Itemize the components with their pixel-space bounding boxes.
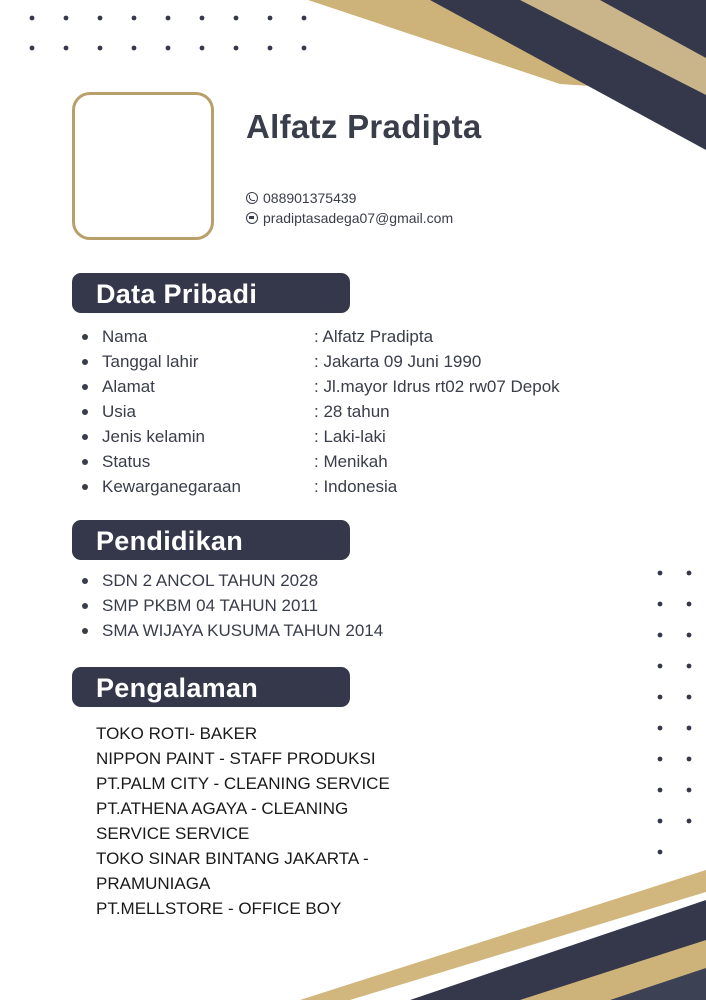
field-value: : Menikah [314, 452, 388, 471]
field-label: Jenis kelamin [102, 427, 205, 446]
field-label: Tanggal lahir [102, 352, 199, 371]
email-address: pradiptasadega07@gmail.com [263, 210, 454, 226]
field-label: Usia [102, 402, 137, 421]
experience-list [96, 721, 390, 921]
profile-photo-frame [72, 92, 214, 240]
dot-grid-top [30, 16, 307, 51]
list-item [82, 374, 560, 399]
field-value: : Jakarta 09 Juni 1990 [314, 352, 482, 371]
field-label: Nama [102, 327, 148, 346]
field-value: : Laki-laki [314, 427, 386, 446]
list-item: NIPPON PAINT - STAFF PRODUKSI [96, 749, 376, 768]
list-item [82, 424, 560, 449]
contact-phone [246, 190, 356, 206]
list-item [82, 399, 560, 424]
list-item: TOKO SINAR BINTANG JAKARTA - [96, 849, 369, 868]
list-item [82, 449, 560, 474]
phone-icon [246, 192, 258, 204]
section-header-education: Pendidikan [72, 520, 350, 560]
list-item: SMP PKBM 04 TAHUN 2011 [82, 593, 383, 618]
list-item: TOKO ROTI- BAKER [96, 724, 258, 743]
profile-name: Alfatz Pradipta [246, 108, 482, 145]
dot-grid-right [658, 571, 692, 855]
field-label: Kewarganegaraan [102, 477, 241, 496]
field-label: Status [102, 452, 151, 471]
list-item: SDN 2 ANCOL TAHUN 2028 [82, 568, 383, 593]
list-item [82, 324, 560, 349]
section-header-experience: Pengalaman [72, 667, 350, 707]
email-icon [246, 212, 258, 224]
list-item: SMA WIJAYA KUSUMA TAHUN 2014 [82, 618, 383, 643]
list-item [82, 349, 560, 374]
field-value: : Jl.mayor Idrus rt02 rw07 Depok [314, 377, 560, 396]
personal-data-list [82, 324, 560, 499]
section-header-personal: Data Pribadi [72, 273, 350, 313]
list-item: PT.PALM CITY - CLEANING SERVICE [96, 774, 390, 793]
contact-email [246, 210, 453, 226]
field-value: : Alfatz Pradipta [314, 327, 434, 346]
list-item: SERVICE SERVICE [96, 824, 250, 843]
list-item [82, 474, 560, 499]
field-label: Alamat [102, 377, 155, 396]
field-value: : Indonesia [314, 477, 398, 496]
education-list [82, 568, 383, 643]
list-item: PT.ATHENA AGAYA - CLEANING [96, 799, 349, 818]
field-value: : 28 tahun [314, 402, 390, 421]
list-item: PRAMUNIAGA [96, 874, 211, 893]
phone-number: 088901375439 [263, 190, 357, 206]
list-item: PT.MELLSTORE - OFFICE BOY [96, 899, 342, 918]
